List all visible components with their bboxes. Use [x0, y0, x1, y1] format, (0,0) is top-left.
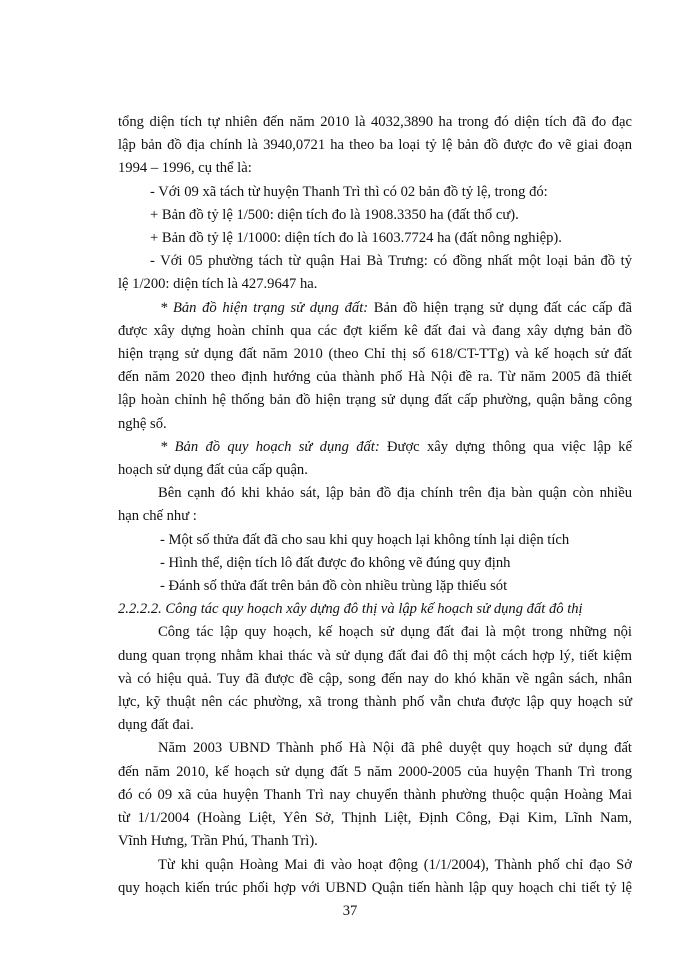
- text-line: Bên cạnh đó khi khảo sát, lập bản đồ địa chính trên địa bàn quận còn nhiều: [158, 485, 632, 502]
- text-line: Năm 2003 UBND Thành phố Hà Nội đã phê duyệt quy hoạch sử dụng đất: [158, 740, 632, 757]
- list-item: - Một số thửa đất đã cho sau khi quy hoạch lại không tính lại diện tích: [160, 531, 570, 548]
- text-line: hiện trạng sử dụng đất năm 2010 (theo Chỉ thị số 618/CT-TTg) và kế hoạch sử đất: [118, 346, 632, 363]
- text-line: lệ 1/200: diện tích là 427.9647 ha.: [118, 276, 318, 293]
- text-line: nghệ số.: [118, 415, 167, 432]
- text-line: quy hoạch kiến trúc phối hợp với UBND Quận tiến hành lập quy hoạch chi tiết tỷ lệ: [118, 879, 632, 896]
- quy-hoach-text: Được xây dựng thông qua việc lập kế: [379, 438, 632, 455]
- text-line: dung quan trọng nhằm khai thác và sử dụng đất đai đô thị một cách hợp lý, tiết kiệm: [118, 647, 632, 664]
- text-line: và có hiệu quả. Tuy đã được đề cập, song đến nay do khó khăn về ngân sách, nhân: [118, 670, 632, 687]
- text-line: Công tác lập quy hoạch, kế hoạch sử dụng đất đai là một trong những nội: [158, 624, 632, 641]
- text-line: 1994 – 1996, cụ thể là:: [118, 160, 252, 177]
- text-line: đó có 09 xã của huyện Thanh Trì nay chuyển thành phường thuộc quận Hoàng Mai: [118, 786, 632, 803]
- text-line: hoạch sử dụng đất của cấp quận.: [118, 462, 308, 479]
- text-line: lập hoàn chỉnh hệ thống bản đồ hiện trạng sử dụng đất cấp phường, quận bằng công: [118, 392, 632, 409]
- text-line: từ 1/1/2004 (Hoàng Liệt, Yên Sở, Thịnh Liệt, Định Công, Đại Kim, Lĩnh Nam,: [118, 810, 632, 827]
- text-line: dụng đất đai.: [118, 717, 194, 734]
- text-line-hien-trang: [118, 297, 632, 320]
- body-text: [118, 111, 632, 900]
- text-line: - Với 09 xã tách từ huyện Thanh Trì thì có 02 bản đồ tỷ lệ, trong đó:: [150, 183, 548, 200]
- text-line: + Bản đồ tỷ lệ 1/500: diện tích đo là 1908.3350 ha (đất thổ cư).: [150, 206, 519, 223]
- text-line: tổng diện tích tự nhiên đến năm 2010 là 4032,3890 ha trong đó diện tích đã đo đạc: [118, 114, 632, 130]
- list-item: - Đánh số thửa đất trên bản đồ còn nhiều trùng lặp thiếu sót: [160, 578, 508, 595]
- text-line: lập bản đồ địa chính là 3940,0721 ha theo ba loại tỷ lệ bản đồ được đo vẽ giai đoạn: [118, 137, 632, 154]
- text-line: đến năm 2010, kế hoạch sử dụng đất 5 năm 2000-2005 của huyện Thanh Trì trong: [118, 763, 632, 780]
- section-heading: 2.2.2.2. Công tác quy hoạch xây dựng đô thị và lập kế hoạch sử dụng đất đô thị: [118, 601, 583, 618]
- text-line-quy-hoach: [118, 436, 632, 459]
- hien-trang-label: * Bản đồ hiện trạng sử dụng đất:: [160, 299, 369, 316]
- list-item: - Hình thể, diện tích lô đất được đo không vẽ đúng quy định: [160, 554, 511, 571]
- hien-trang-text: Bản đồ hiện trạng sử dụng đất các cấp đã: [368, 299, 632, 316]
- text-line: - Với 05 phường tách từ quận Hai Bà Trưng: có đồng nhất một loại bản đồ tỷ: [150, 253, 632, 270]
- text-line: hạn chế như :: [118, 508, 197, 525]
- text-line: + Bản đồ tỷ lệ 1/1000: diện tích đo là 1603.7724 ha (đất nông nghiệp).: [150, 230, 562, 247]
- text-line: được xây dựng hoàn chỉnh qua các đợt kiểm kê đất đai và đang xây dựng bản đồ: [118, 322, 632, 339]
- text-line: lực, kỹ thuật nên các phường, xã trong thành phố vẫn chưa được lập quy hoạch sử: [118, 694, 632, 711]
- text-line: Từ khi quận Hoàng Mai đi vào hoạt động (1/1/2004), Thành phố chỉ đạo Sở: [158, 856, 632, 873]
- page-number: 37: [342, 903, 358, 919]
- text-line: đến năm 2020 theo định hướng của thành phố Hà Nội đề ra. Từ năm 2005 đã thiết: [118, 369, 632, 386]
- text-line: Vĩnh Hưng, Trần Phú, Thanh Trì).: [118, 833, 318, 850]
- quy-hoach-label: * Bản đồ quy hoạch sử dụng đất:: [160, 438, 380, 455]
